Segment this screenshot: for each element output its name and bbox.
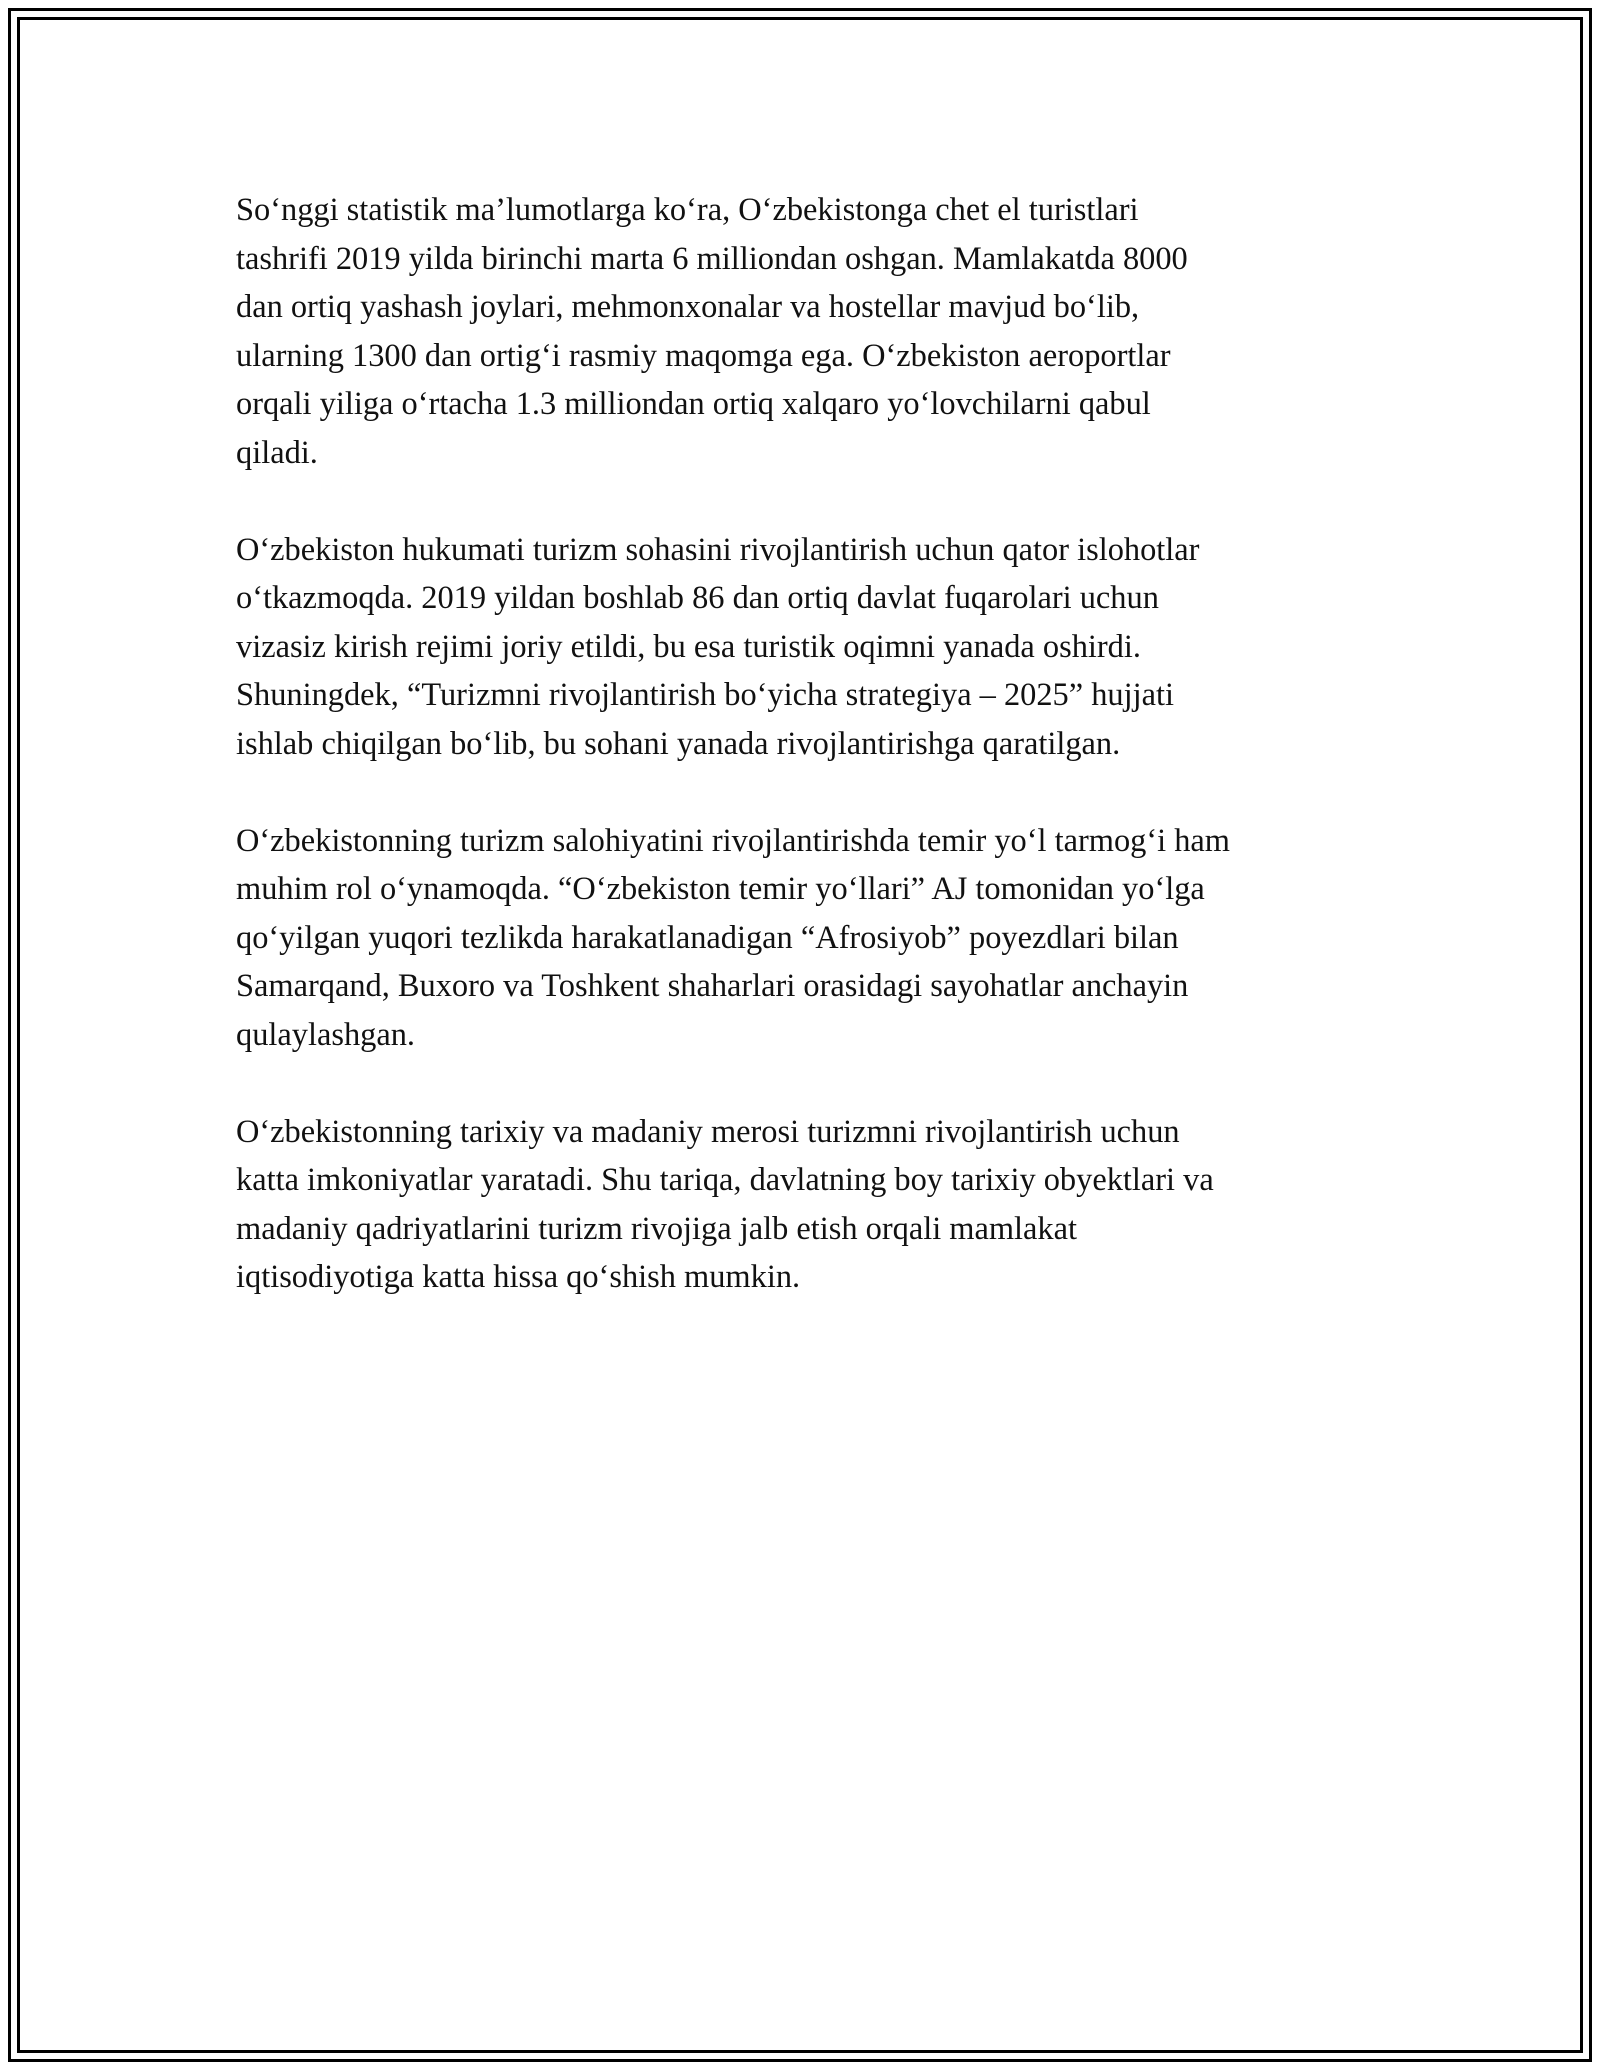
text-line: orqali yiliga o‘rtacha 1.3 milliondan ortiq xalqaro yo‘lovchilarni qabul <box>236 386 1151 422</box>
document-body <box>236 186 1386 1350</box>
text-line: dan ortiq yashash joylari, mehmonxonalar va hostellar mavjud bo‘lib, <box>236 289 1140 325</box>
text-line: ularning 1300 dan ortig‘i rasmiy maqomga ega. O‘zbekiston aeroportlar <box>236 337 1171 374</box>
text-line: muhim rol o‘ynamoqda. “O‘zbekiston temir yo‘llari” AJ tomonidan yo‘lga <box>236 871 1205 907</box>
text-line: qo‘yilgan yuqori tezlikda harakatlanadigan “Afrosiyob” poyezdlari bilan <box>236 919 1179 956</box>
text-line: katta imkoniyatlar yaratadi. Shu tariqa, davlatning boy tarixiy obyektlari va <box>236 1162 1214 1198</box>
text-line: iqtisodiyotiga katta hissa qo‘shish mumkin. <box>236 1259 801 1295</box>
text-line: qulaylashgan. <box>236 1016 416 1053</box>
text-line: O‘zbekiston hukumati turizm sohasini rivojlantirish uchun qator islohotlar <box>236 531 1200 568</box>
paragraph-4 <box>236 1108 1386 1302</box>
paragraph-2 <box>236 526 1386 769</box>
text-line: qiladi. <box>236 434 318 471</box>
text-line: vizasiz kirish rejimi joriy etildi, bu esa turistik oqimni yanada oshirdi. <box>236 628 1141 665</box>
text-line: O‘zbekistonning turizm salohiyatini rivojlantirishda temir yo‘l tarmog‘i ham <box>236 822 1231 859</box>
text-line: ishlab chiqilgan bo‘lib, bu sohani yanada rivojlantirishga qaratilgan. <box>236 725 1121 762</box>
text-line: tashrifi 2019 yilda birinchi marta 6 milliondan oshgan. Mamlakatda 8000 <box>236 240 1188 277</box>
text-line: o‘tkazmoqda. 2019 yildan boshlab 86 dan ortiq davlat fuqarolari uchun <box>236 580 1159 616</box>
text-line: So‘nggi statistik ma’lumotlarga ko‘ra, O‘zbekistonga chet el turistlari <box>236 192 1139 228</box>
paragraph-3 <box>236 817 1386 1060</box>
text-line: Samarqand, Buxoro va Toshkent shaharlari orasidagi sayohatlar anchayin <box>236 968 1189 1004</box>
text-line: O‘zbekistonning tarixiy va madaniy merosi turizmni rivojlantirish uchun <box>236 1113 1180 1150</box>
paragraph-1 <box>236 186 1386 477</box>
text-line: Shuningdek, “Turizmni rivojlantirish bo‘yicha strategiya – 2025” hujjati <box>236 677 1174 713</box>
text-line: madaniy qadriyatlarini turizm rivojiga jalb etish orqali mamlakat <box>236 1210 1078 1247</box>
